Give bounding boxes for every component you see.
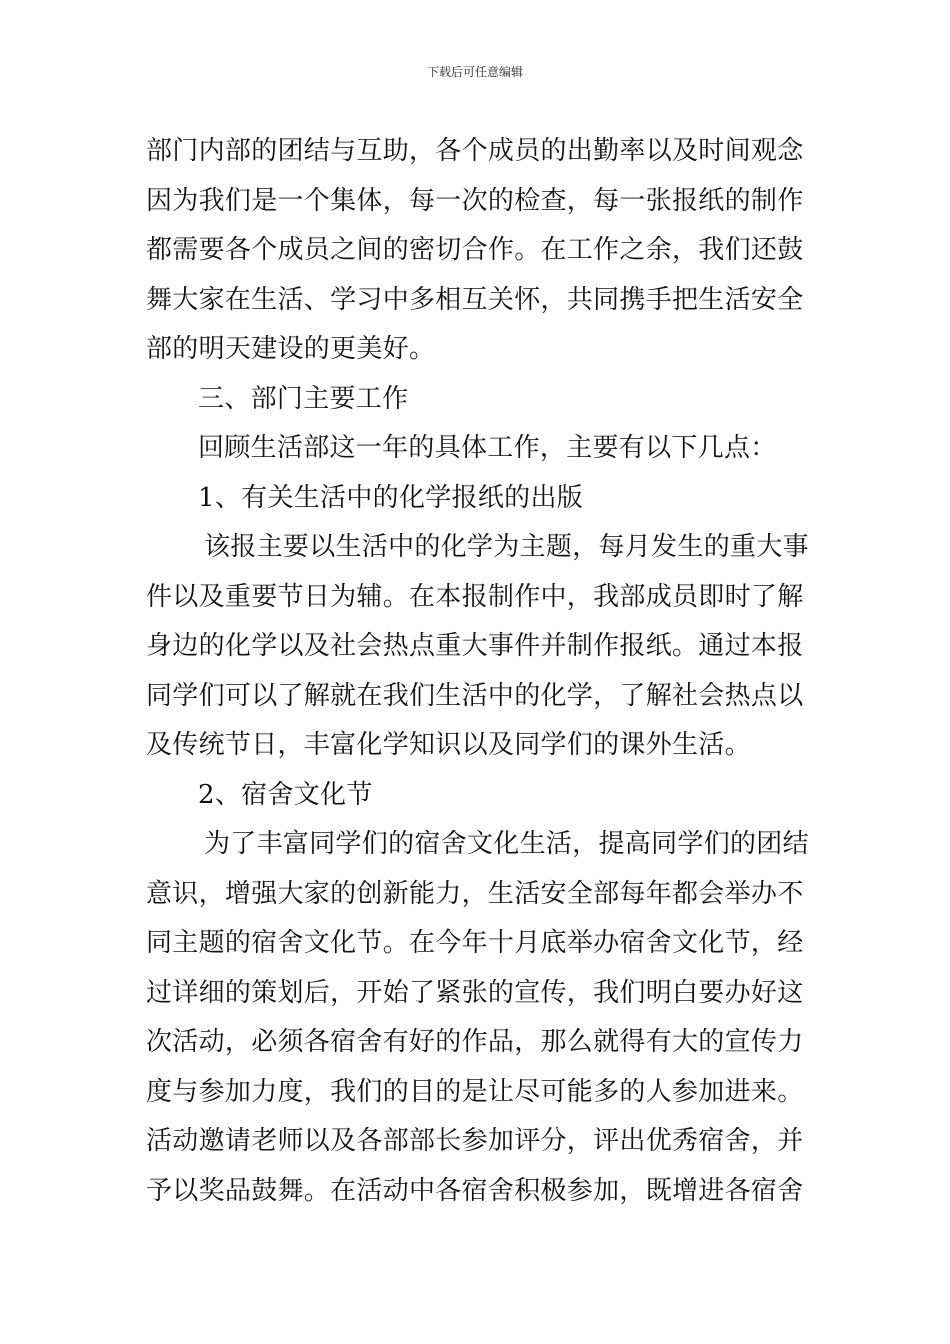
subsection-heading: 1、有关生活中的化学报纸的出版 [198, 482, 584, 513]
text-line: 同主题的宿舍文化节。在今年十月底举办宿舍文化节，经 [146, 928, 804, 958]
text-line: 该报主要以生活中的化学为主题，每月发生的重大事 [204, 532, 809, 562]
text-line: 度与参加力度，我们的目的是让尽可能多的人参加进来。 [146, 1076, 804, 1107]
text-line: 意识，增强大家的创新能力，生活安全部每年都会举办不 [146, 878, 804, 909]
text-line: 舞大家在生活、学习中多相互关怀，共同携手把生活安全 [146, 284, 804, 315]
text-line: 因为我们是一个集体，每一次的检查，每一张报纸的制作 [146, 185, 804, 216]
text-line: 部门内部的团结与互助，各个成员的出勤率以及时间观念 [146, 136, 804, 166]
text-line: 予以奖品鼓舞。在活动中各宿舍积极参加，既增进各宿舍 [146, 1175, 804, 1206]
page-header-note: 下载后可任意编辑 [426, 65, 523, 79]
text-line: 及传统节日，丰富化学知识以及同学们的课外生活。 [146, 730, 751, 760]
text-line: 回顾生活部这一年的具体工作，主要有以下几点： [198, 433, 777, 463]
text-line: 过详细的策划后，开始了紧张的宣传，我们明白要办好这 [146, 977, 804, 1008]
text-line: 同学们可以了解就在我们生活中的化学，了解社会热点以 [146, 680, 804, 711]
text-line: 件以及重要节日为辅。在本报制作中，我部成员即时了解 [146, 581, 804, 612]
subsection-heading: 2、宿舍文化节 [198, 779, 373, 810]
text-line: 都需要各个成员之间的密切合作。在工作之余，我们还鼓 [146, 235, 804, 265]
text-line: 活动邀请老师以及各部部长参加评分，评出优秀宿舍，并 [146, 1126, 804, 1156]
text-line: 次活动，必须各宿舍有好的作品，那么就得有大的宣传力 [146, 1027, 804, 1057]
section-heading: 三、部门主要工作 [198, 383, 409, 414]
text-line: 为了丰富同学们的宿舍文化生活，提高同学们的团结 [204, 829, 809, 859]
text-line: 部的明天建设的更美好。 [146, 334, 436, 364]
text-line: 身边的化学以及社会热点重大事件并制作报纸。通过本报 [146, 631, 804, 661]
document-body [146, 127, 816, 1216]
